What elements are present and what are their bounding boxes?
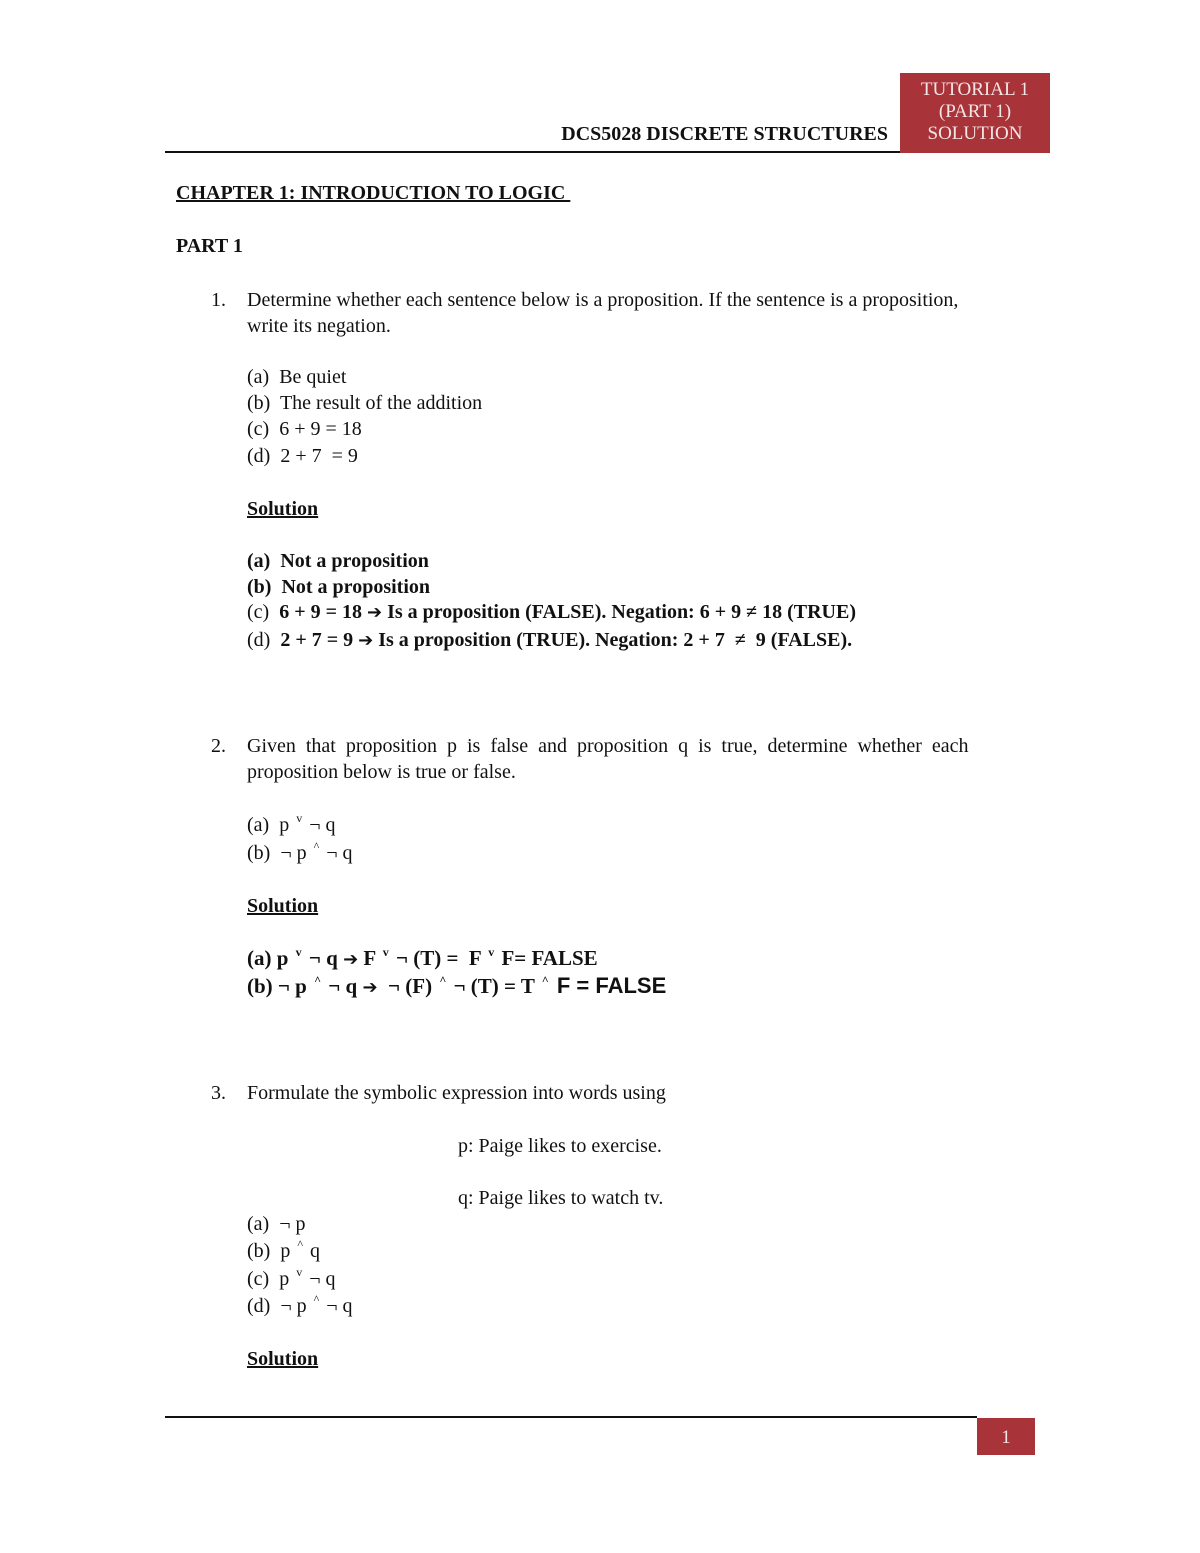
q2-item-a [247,811,336,837]
q3-item-c-left: (c) p [247,1268,295,1290]
right-arrow-icon: ➔ [358,630,374,651]
and-operator: ^ [313,839,320,853]
q2-item-a-left: (a) p [247,814,295,836]
and-operator: ^ [313,1292,320,1306]
q2-text-line2: proposition below is true or false. [247,761,516,783]
q1-solution-d [247,629,852,652]
and-operator: ^ [297,1237,303,1251]
q1-solution-a [247,550,429,573]
right-arrow-icon: ➔ [362,977,378,998]
q3-item-d-right: ¬ q [321,1295,353,1317]
q2-number: 2. [211,735,226,757]
q3-item-c [247,1265,336,1291]
q1-text-line2: write its negation. [247,315,391,337]
q3-item-d [247,1292,353,1318]
or-operator: v [382,945,389,959]
q2-sol-a-part1: (a) p [247,946,294,970]
q3-definition-p: p: Paige likes to exercise. [458,1135,662,1157]
tutorial-tag-line1: TUTORIAL 1 [920,79,1030,100]
q1-solution-label: Solution [247,498,319,520]
q2-sol-a-part5: F= FALSE [496,946,598,970]
q3-item-b [247,1237,320,1263]
chapter-title: CHAPTER 1: INTRODUCTION TO LOGIC [176,182,571,204]
q1-sol-c-expr: 6 + 9 = 18 [279,601,362,623]
q1-sol-a-label: (a) [247,550,271,572]
q1-sol-b-text: Not a proposition [281,576,430,598]
q3-text: Formulate the symbolic expression into words using [247,1082,666,1104]
q1-item-b: (b) The result of the addition [247,392,483,414]
tutorial-tag [900,73,1050,153]
q2-sol-a-part3: F [358,946,381,970]
q2-text-line1: Given that proposition p is false and proposition q is true, determine whether each [247,735,969,757]
footer-divider [165,1416,977,1418]
or-operator: v [296,1265,303,1279]
or-operator: v [296,811,303,825]
tutorial-tag-line2: (PART 1) [938,101,1012,122]
q3-item-c-right: ¬ q [304,1268,336,1290]
part-title: PART 1 [176,235,243,257]
q1-sol-c-label: (c) [247,601,270,623]
q3-item-b-right: q [304,1240,320,1262]
or-operator: v [295,945,302,959]
q3-item-a: (a) ¬ p [247,1213,306,1235]
right-arrow-icon: ➔ [367,602,383,623]
q1-solution-b [247,576,430,599]
or-operator: v [488,945,495,959]
and-operator: ^ [541,973,549,987]
q2-item-b-right: ¬ q [321,842,353,864]
q2-solution-a [247,946,598,971]
course-title: DCS5028 DISCRETE STRUCTURES [561,123,888,145]
q3-item-b-left: (b) p [247,1240,296,1262]
and-operator: ^ [439,973,447,987]
q1-item-d: (d) 2 + 7 = 9 [247,445,358,467]
q2-sol-b-part4: ¬ (T) = T [448,974,540,998]
q2-item-b [247,839,353,865]
q1-solution-c [247,601,856,624]
page-number: 1 [977,1418,1035,1455]
q1-sol-a-text: Not a proposition [280,550,429,572]
right-arrow-icon: ➔ [343,949,359,970]
q2-sol-b-part2: ¬ q [323,974,363,998]
q3-definition-q: q: Paige likes to watch tv. [458,1187,664,1209]
q2-sol-b-part3: ¬ (F) [377,974,438,998]
q2-sol-a-part4: ¬ (T) = F [390,946,487,970]
q2-sol-b-part1: (b) ¬ p [247,974,313,998]
q1-sol-b-label: (b) [247,576,272,598]
q3-solution-label: Solution [247,1348,319,1370]
header-divider [165,151,900,153]
q3-item-d-left: (d) ¬ p [247,1295,312,1317]
q1-item-a: (a) Be quiet [247,366,347,388]
q2-solution-b [247,973,666,999]
tutorial-tag-line3: SOLUTION [927,123,1023,144]
q2-item-b-left: (b) ¬ p [247,842,312,864]
q3-number: 3. [211,1082,226,1104]
q2-sol-a-part2: ¬ q [303,946,344,970]
q2-sol-b-part5: F = FALSE [550,973,667,998]
q1-sol-d-rest: Is a proposition (TRUE). Negation: 2 + 7 ≠ 9 (FALSE). [378,629,853,651]
q2-solution-label: Solution [247,895,319,917]
q2-item-a-right: ¬ q [304,814,336,836]
q1-sol-d-label: (d) [247,629,271,651]
q1-item-c: (c) 6 + 9 = 18 [247,418,362,440]
q1-text-line1: Determine whether each sentence below is a proposition. If the sentence is a proposition, [247,289,959,311]
q1-sol-c-rest: Is a proposition (FALSE). Negation: 6 + 9 ≠ 18 (TRUE) [387,601,856,623]
and-operator: ^ [314,973,322,987]
q1-number: 1. [211,289,226,311]
q1-sol-d-expr: 2 + 7 = 9 [280,629,354,651]
